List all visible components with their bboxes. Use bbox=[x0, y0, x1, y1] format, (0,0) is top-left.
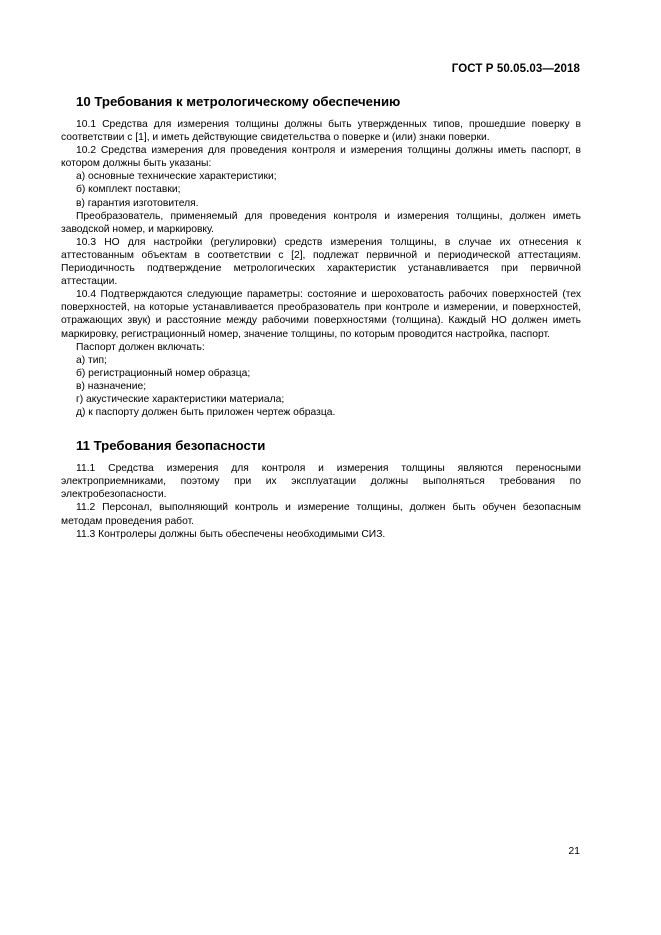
paragraph-passport: Паспорт должен включать: bbox=[76, 341, 205, 353]
paragraph-10-2: 10.2 Средства измерения для проведения контроля и измерения толщины должны иметь паспорт, в котором должны быть указаны: bbox=[61, 145, 581, 170]
page-number: 21 bbox=[568, 845, 580, 857]
list-item: г) акустические характеристики материала; bbox=[76, 393, 285, 405]
list-item: а) основные технические характеристики; bbox=[76, 171, 277, 183]
paragraph-11-3: 11.3 Контролеры должны быть обеспечены необходимыми СИЗ. bbox=[76, 528, 386, 540]
list-item: б) регистрационный номер образца; bbox=[76, 367, 251, 379]
paragraph-11-2: 11.2 Персонал, выполняющий контроль и измерение толщины, должен быть обучен безопасным методам проведения работ. bbox=[61, 502, 581, 527]
section-10-title: 10 Требования к метрологическому обеспечению bbox=[76, 94, 401, 109]
list-item: д) к паспорту должен быть приложен чертеж образца. bbox=[76, 407, 336, 419]
list-item: в) назначение; bbox=[76, 380, 147, 392]
paragraph-10-1: 10.1 Средства для измерения толщины должны быть утвержденных типов, прошедшие поверку в соответствии с [1], и иметь действующие свидетельства о поверке и (или) знаки поверки. bbox=[61, 119, 581, 144]
document-code-header: ГОСТ Р 50.05.03—2018 bbox=[451, 63, 580, 75]
list-item: б) комплект поставки; bbox=[76, 184, 181, 196]
paragraph-10-4: 10.4 Подтверждаются следующие параметры: состояние и шероховатость рабочих поверхностей (тех поверхностей, на которые устанавливается преобразователь при контроле и измерении, и поверхностей, отражающих звук) и расстояние между рабочими поверхностями (толщина). Каждый НО должен иметь маркировку, регистрационный номер, значение толщины, по которым проводится настройка, паспорт. bbox=[61, 289, 581, 340]
page-content bbox=[61, 94, 581, 541]
section-11-title: 11 Требования безопасности bbox=[76, 438, 266, 454]
paragraph-10-3: 10.3 НО для настройки (регулировки) средств измерения толщины, в случае их отнесения к аттестованным объектам в соответствии с [2], подлежат первичной и периодической аттестациям. Периодичность подтверждение метрологических характеристик устанавливается при первичной аттестации. bbox=[61, 236, 581, 288]
paragraph-11-1: 11.1 Средства измерения для контроля и измерения толщины являются переносными электроприемниками, поэтому при их эксплуатации должны выполняться требования по электробезопасности. bbox=[61, 463, 581, 501]
list-item: в) гарантия изготовителя. bbox=[76, 197, 199, 209]
paragraph-transducer: Преобразователь, применяемый для проведения контроля и измерения толщины, должен иметь заводской номер, и маркировку. bbox=[61, 210, 581, 235]
list-item: а) тип; bbox=[76, 354, 107, 366]
